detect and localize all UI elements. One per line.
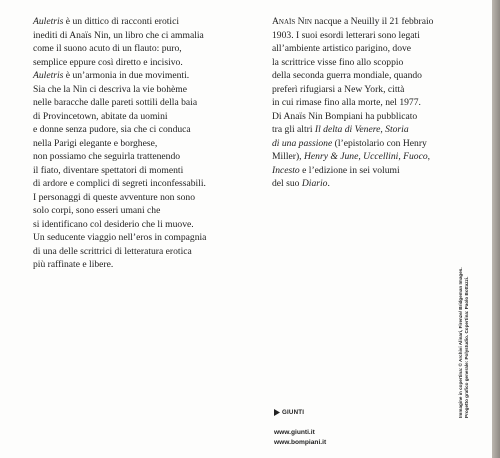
text-run: più raffinate e libere. xyxy=(33,259,114,270)
author-bio xyxy=(272,15,472,191)
text-run: di Provincetown, abitate da uomini xyxy=(33,110,168,122)
blurb-line xyxy=(33,231,233,245)
blurb-line xyxy=(33,177,233,191)
giunti-url: www.giunti.it xyxy=(274,429,315,436)
blurb-line xyxy=(33,218,233,232)
publisher-logo xyxy=(274,409,304,416)
bompiani-url: www.bompiani.it xyxy=(274,438,327,446)
bio-line xyxy=(272,15,472,29)
text-run: all’ambiente artistico parigino, dove xyxy=(272,43,412,54)
text-run: Un seducente viaggio nell’eros in compagnia xyxy=(33,232,207,243)
blurb-line xyxy=(33,204,233,218)
text-run: . xyxy=(327,178,330,189)
publisher-urls xyxy=(274,428,326,447)
italic-title-text: Henry & June xyxy=(303,151,359,162)
text-run: nacque a Neuilly il 21 febbraio xyxy=(311,16,434,27)
italic-title-text: Uccellini xyxy=(363,151,399,162)
bio-line xyxy=(272,110,472,124)
text-run: , xyxy=(427,151,431,162)
blurb-line xyxy=(33,258,233,272)
bio-line xyxy=(272,177,472,191)
italic-title-text: Auletris xyxy=(33,16,64,27)
italic-title-text: di una passione xyxy=(272,137,333,149)
text-run: è un’armonia in due movimenti. xyxy=(63,70,190,81)
italic-title-text: Il delta di Venere xyxy=(314,124,381,135)
blurb-line xyxy=(33,245,233,259)
text-run: il fiato, diventare spettatori di momenti xyxy=(33,164,184,176)
bio-line xyxy=(272,164,472,178)
text-run: come il suono acuto di un flauto: puro, xyxy=(33,43,182,54)
design-credit: Progetto grafico generale: Polystudio. Copertina: Paolo Bottazzi. xyxy=(464,276,469,418)
publisher-logo-text: GIUNTI xyxy=(282,409,305,416)
blurb-line xyxy=(33,69,233,83)
text-run: di una delle scrittrici di letteratura erotica xyxy=(33,245,192,257)
italic-title-text: Diario xyxy=(301,178,328,189)
text-run: I personaggi di queste avventure non sono xyxy=(33,191,195,203)
text-run: tra gli altri xyxy=(272,124,315,135)
text-run: del suo xyxy=(272,178,302,189)
blurb-line xyxy=(33,191,233,205)
text-run: inediti di Anaïs Nin, un libro che ci ammalia xyxy=(33,29,204,41)
blurb-line xyxy=(33,123,233,137)
bio-line xyxy=(272,96,472,110)
text-run: in cui rimase fino alla morte, nel 1977. xyxy=(272,97,421,108)
giunti-mark-icon xyxy=(274,409,280,416)
blurb-line xyxy=(33,15,233,29)
blurb-line xyxy=(33,164,233,178)
blurb-line xyxy=(33,110,233,124)
bio-line xyxy=(272,69,472,83)
text-run: la scrittrice visse fino allo scoppio xyxy=(272,56,404,68)
text-run: di ardore e complici di segreti inconfessabili. xyxy=(33,178,206,189)
italic-title-text: Fuoco xyxy=(403,151,428,162)
text-run: , xyxy=(398,151,404,162)
text-run: e l’edizione in sei volumi xyxy=(299,164,400,176)
blurb-line xyxy=(33,137,233,151)
italic-title-text: Storia xyxy=(385,124,409,135)
blurb-line xyxy=(33,42,233,56)
text-run: nella Parigi elegante e borghese, xyxy=(33,137,158,149)
text-run: Miller), xyxy=(272,151,304,162)
text-run: , xyxy=(358,151,364,162)
text-run: Sia che la Nin ci descriva la vie bohème xyxy=(33,83,187,95)
blurb-line xyxy=(33,150,233,164)
text-run: non possiamo che seguirla trattenendo xyxy=(33,151,181,162)
blurb-line xyxy=(33,96,233,110)
bio-line xyxy=(272,137,472,151)
bio-line xyxy=(272,42,472,56)
text-run: nelle baracche dalle pareti sottili della baia xyxy=(33,97,198,108)
italic-title-text: Incesto xyxy=(272,164,300,176)
page-edge-shadow xyxy=(492,0,500,458)
author-name: Anaïs Nin xyxy=(272,16,312,27)
text-run: e donne senza pudore, sia che ci conduca xyxy=(33,124,191,135)
text-run: (l’epistolario con Henry xyxy=(332,137,427,149)
text-run: , xyxy=(380,124,386,135)
bio-line xyxy=(272,150,472,164)
text-run: solo corpi, sono esseri umani che xyxy=(33,205,161,216)
bio-line xyxy=(272,123,472,137)
blurb-line xyxy=(33,83,233,97)
bio-line xyxy=(272,29,472,43)
text-run: preferì rifugiarsi a New York, città xyxy=(272,83,405,95)
text-run: è un dittico di racconti erotici xyxy=(63,16,180,27)
text-run: Di Anaïs Nin Bompiani ha pubblicato xyxy=(272,110,418,122)
blurb-line xyxy=(33,29,233,43)
text-run: 1903. I suoi esordi letterari sono legati xyxy=(272,29,420,41)
cover-credits xyxy=(458,267,470,418)
bio-line xyxy=(272,83,472,97)
blurb-line xyxy=(33,56,233,70)
text-run: della seconda guerra mondiale, quando xyxy=(272,70,422,81)
image-credit: Immagine in copertina: © Archivi Alinari, Firenze/ Bridgeman Images. xyxy=(458,267,463,418)
text-run: semplice eppure così diretto e incisivo. xyxy=(33,56,183,68)
bio-line xyxy=(272,56,472,70)
book-blurb xyxy=(33,15,233,272)
italic-title-text: Auletris xyxy=(33,70,64,81)
text-run: si identificano col desiderio che li muove. xyxy=(33,218,194,230)
